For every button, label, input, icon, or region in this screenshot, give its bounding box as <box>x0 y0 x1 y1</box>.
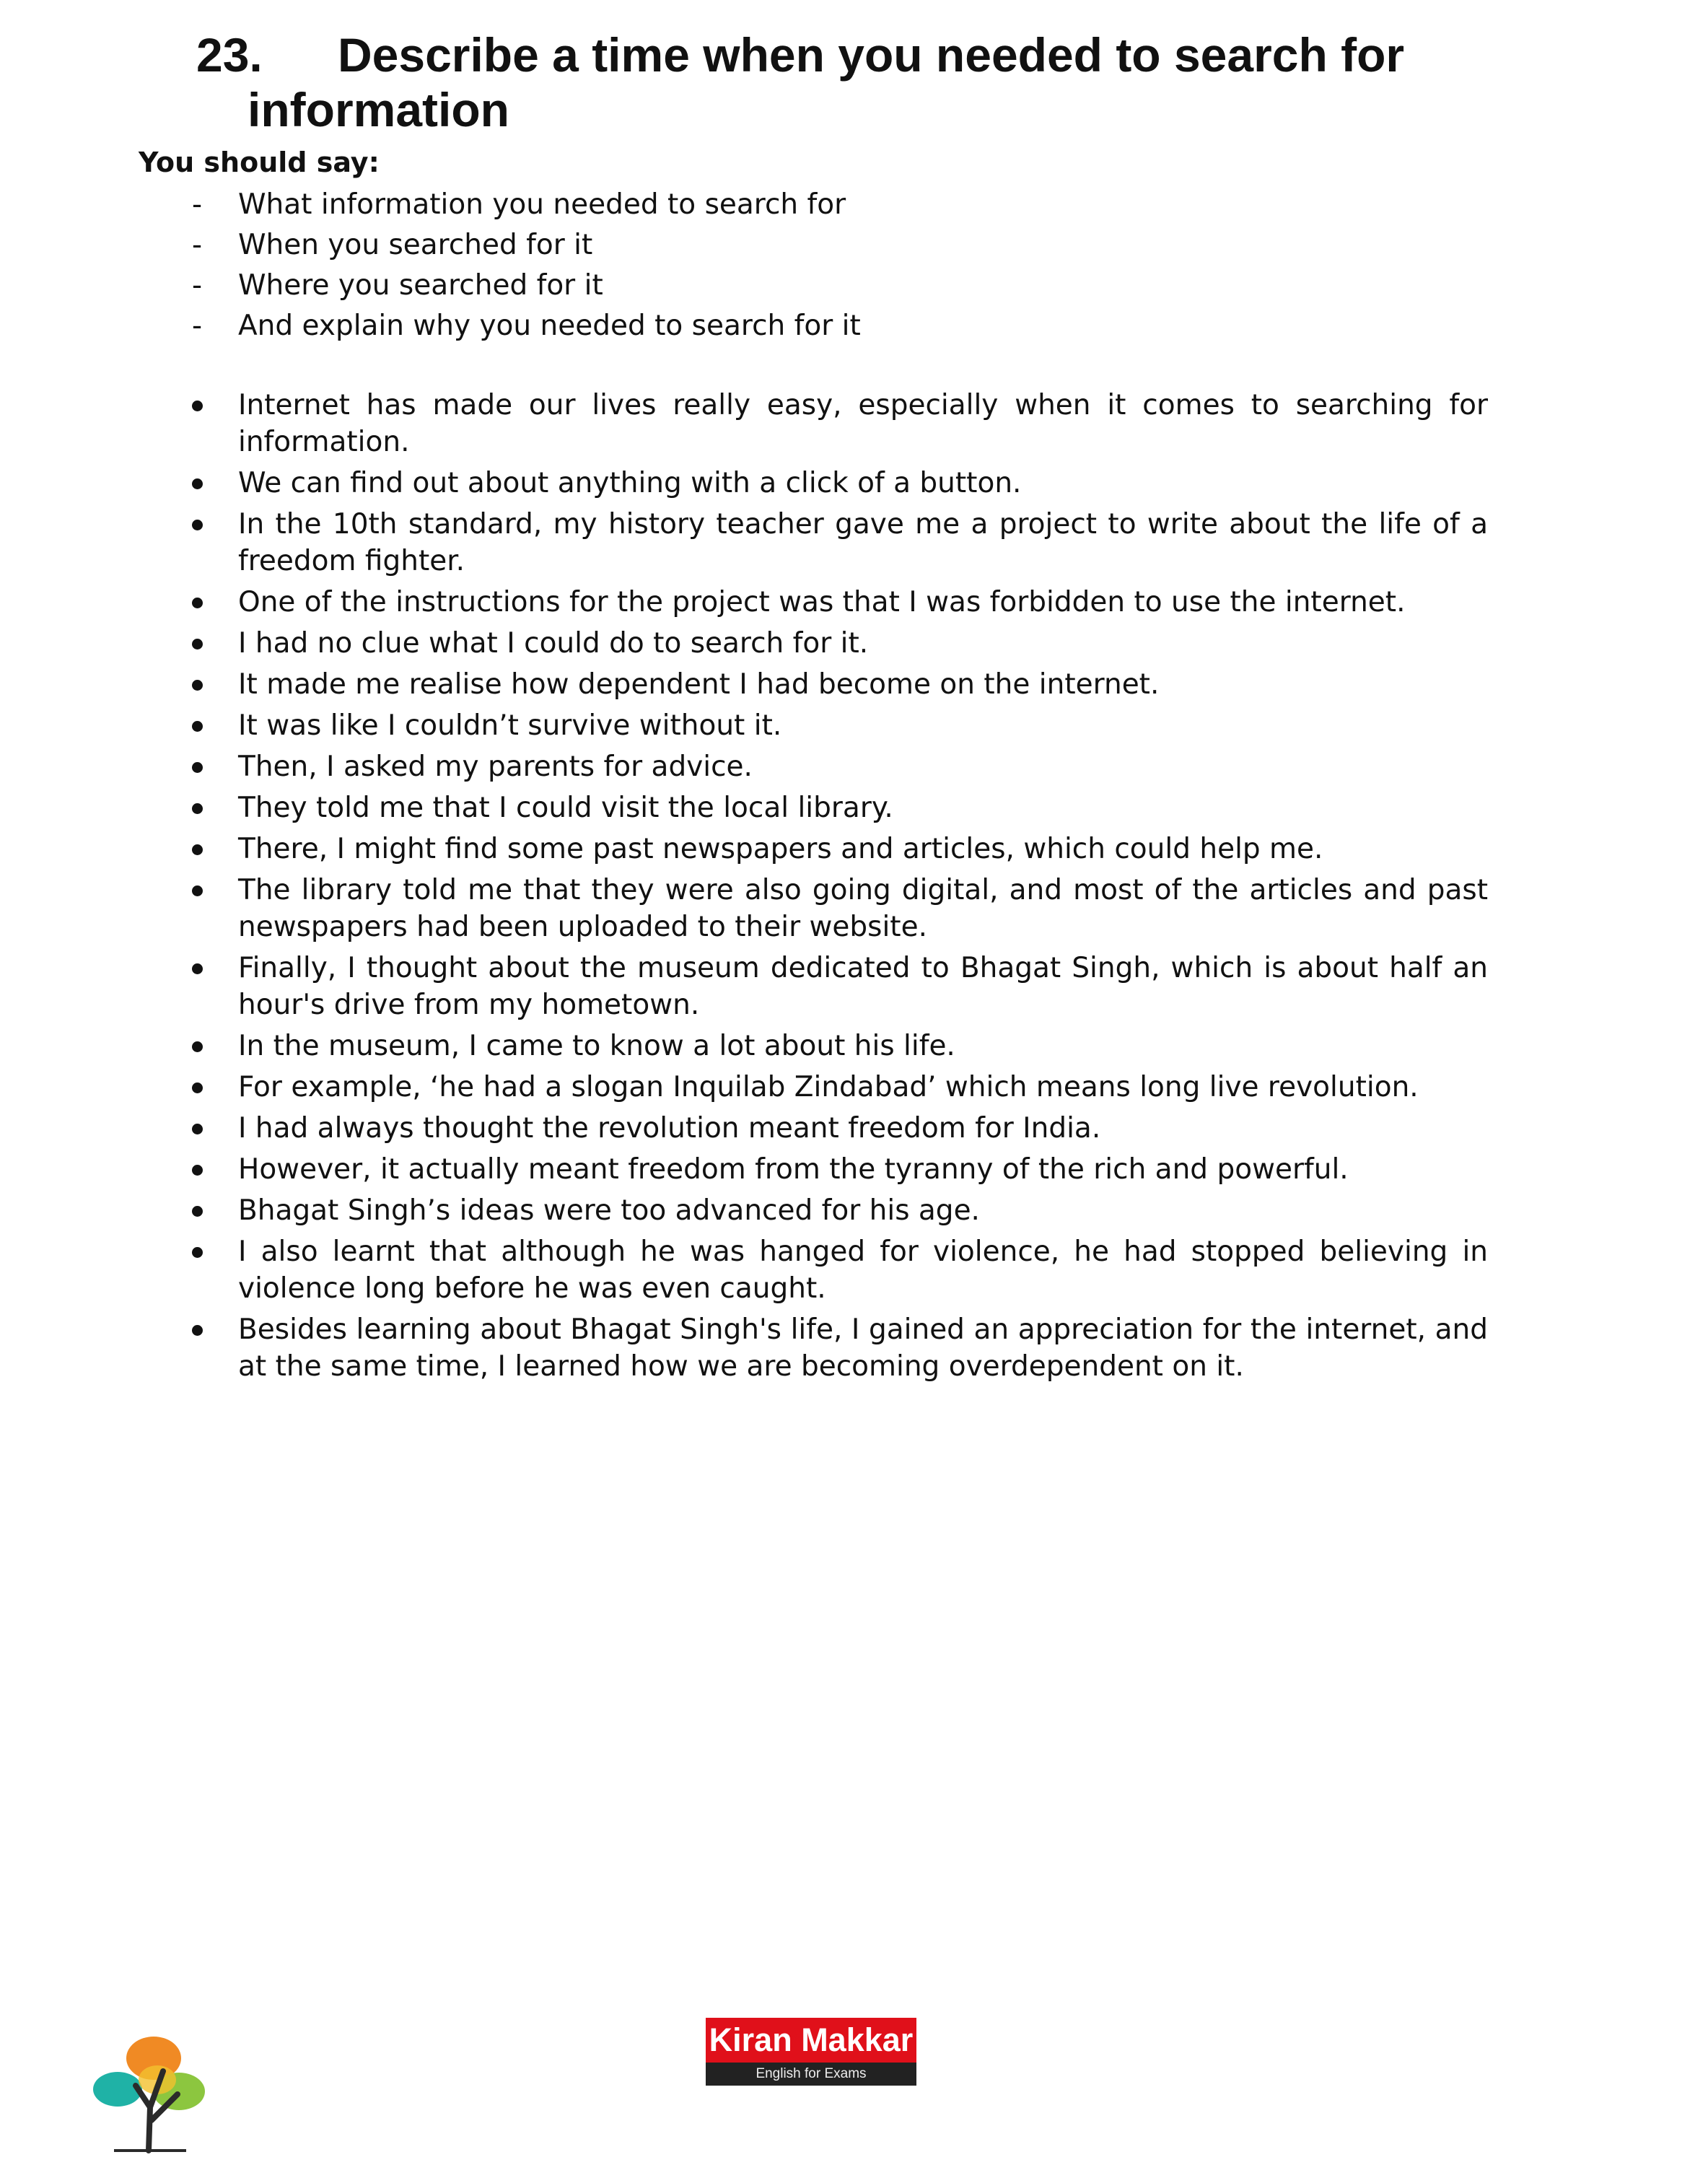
bullet-icon <box>192 520 203 530</box>
brand-name: Kiran Makkar <box>709 2021 914 2058</box>
bullet-icon <box>192 803 203 814</box>
bullet-icon <box>192 598 203 608</box>
prompt-item: - Where you searched for it <box>189 266 1344 306</box>
bullet-icon <box>192 963 203 974</box>
question-number: 23. <box>196 28 263 82</box>
bullet-icon <box>192 844 203 855</box>
answer-point: Besides learning about Bhagat Singh's life, I gained an appreciation for the internet, and at the same time, I learned how we are becoming overdependent on it. <box>189 1311 1488 1385</box>
prompt-item: - And explain why you needed to search for it <box>189 306 1344 346</box>
dash-marker: - <box>192 229 203 261</box>
brand-badge <box>706 2018 916 2086</box>
dash-marker: - <box>192 310 203 342</box>
bullet-icon <box>192 680 203 691</box>
bullet-icon <box>192 478 203 489</box>
bullet-icon <box>192 1325 203 1336</box>
title-line-1: Describe a time when you needed to search for <box>338 28 1405 82</box>
bullet-icon <box>192 1041 203 1052</box>
bullet-icon <box>192 1165 203 1176</box>
answer-point: I also learnt that although he was hanged for violence, he had stopped believing in violence long before he was even caught. <box>189 1233 1488 1307</box>
answer-point: It was like I couldn’t survive without it. <box>189 707 1488 744</box>
bullet-icon <box>192 1082 203 1093</box>
bullet-icon <box>192 721 203 732</box>
answer-point: It made me realise how dependent I had become on the internet. <box>189 666 1488 703</box>
tree-logo-icon <box>85 2028 215 2158</box>
answer-point: One of the instructions for the project was that I was forbidden to use the internet. <box>189 584 1488 621</box>
bullet-icon <box>192 762 203 773</box>
answer-point: We can find out about anything with a click of a button. <box>189 465 1488 502</box>
prompt-item: - What information you needed to search for <box>189 185 1344 225</box>
answer-point: The library told me that they were also going digital, and most of the articles and past newspapers had been uploaded to their website. <box>189 872 1488 945</box>
bullet-icon <box>192 1124 203 1134</box>
you-should-say-label: You should say: <box>139 146 380 178</box>
bullet-icon <box>192 401 203 411</box>
answer-point: However, it actually meant freedom from the tyranny of the rich and powerful. <box>189 1151 1488 1188</box>
answer-point: Finally, I thought about the museum dedicated to Bhagat Singh, which is about half an hour's drive from my hometown. <box>189 950 1488 1023</box>
title-line-2: information <box>248 83 509 136</box>
answer-point: I had always thought the revolution meant freedom for India. <box>189 1110 1488 1147</box>
cue-card-prompts <box>189 185 1344 346</box>
dash-marker: - <box>192 269 203 302</box>
bullet-icon <box>192 1206 203 1217</box>
answer-point: Then, I asked my parents for advice. <box>189 748 1488 785</box>
brand-tagline: English for Exams <box>706 2063 916 2086</box>
prompt-item: - When you searched for it <box>189 225 1344 266</box>
bullet-icon <box>192 885 203 896</box>
bullet-icon <box>192 639 203 650</box>
answer-point: They told me that I could visit the local library. <box>189 790 1488 826</box>
dash-marker: - <box>192 188 203 221</box>
answer-point: Internet has made our lives really easy, especially when it comes to searching for information. <box>189 387 1488 460</box>
answer-point: There, I might find some past newspapers and articles, which could help me. <box>189 831 1488 867</box>
page-title <box>196 27 1567 137</box>
answer-point: In the 10th standard, my history teacher gave me a project to write about the life of a freedom fighter. <box>189 506 1488 579</box>
answer-points <box>189 387 1488 1389</box>
answer-point: In the museum, I came to know a lot about his life. <box>189 1028 1488 1064</box>
answer-point: I had no clue what I could do to search for it. <box>189 625 1488 662</box>
answer-point: Bhagat Singh’s ideas were too advanced for his age. <box>189 1192 1488 1229</box>
answer-point: For example, ‘he had a slogan Inquilab Zindabad’ which means long live revolution. <box>189 1069 1488 1106</box>
bullet-icon <box>192 1247 203 1258</box>
